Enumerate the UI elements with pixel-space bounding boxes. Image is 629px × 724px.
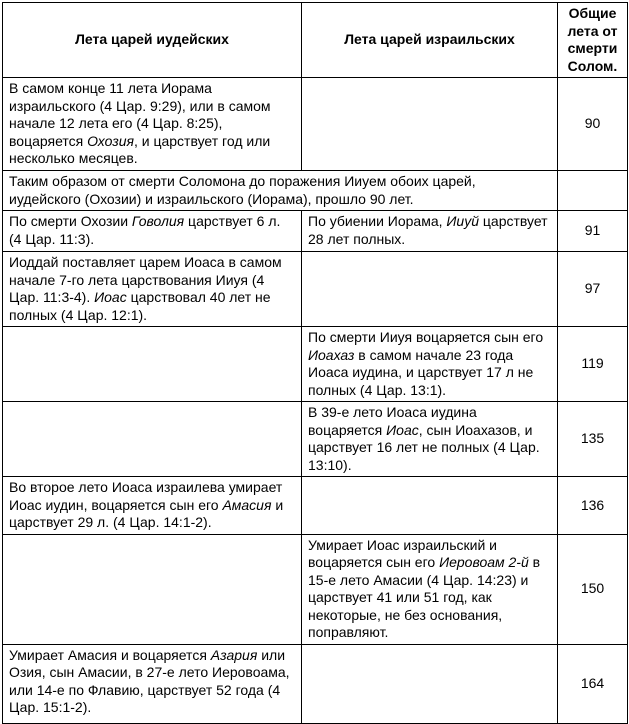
cell-total: 135 (558, 402, 628, 477)
cell-judean: Иоддай поставляет царем Иоаса в самом начале 7-го лета царствования Ииуя (4 Цар. 11:3-4). Иоас царствовал 40 лет не полных (4 Цар. 12:1). (3, 252, 302, 327)
cell-total: 150 (558, 534, 628, 644)
cell-judean: В самом конце 11 лета Иорама израильского (4 Цар. 9:29), или в самом начале 12 лета его (4 Цар. 8:25), воцаряется Охозия, и царствует год или несколько месяцев. (3, 78, 302, 171)
cell-israelite: По смерти Ииуя воцаряется сын его Иоахаз в самом начале 23 года Иоаса иудина, и царствует 17 л не полных (4 Цар. 13:1). (302, 327, 558, 402)
table-row (3, 327, 628, 402)
cell-total: 119 (558, 327, 628, 402)
cell-total: 90 (558, 78, 628, 171)
cell-israelite: В 39-е лето Иоаса иудина воцаряется Иоас, сын Иоахазов, и царствует 16 лет не полных (4 Цар. 13:10). (302, 402, 558, 477)
cell-israelite (302, 644, 558, 723)
table-row (3, 252, 628, 327)
cell-total: 97 (558, 252, 628, 327)
cell-judean: Умирает Амасия и воцаряется Азария или Озия, сын Амасии, в 27-е лето Иеровоама, или 14-е по Флавию, царствует 52 года (4 Цар. 15:1-2). (3, 644, 302, 723)
table-row (3, 402, 628, 477)
table-row (3, 78, 628, 171)
cell-total: 91 (558, 211, 628, 252)
cell-judean (3, 402, 302, 477)
cell-judean (3, 534, 302, 644)
cell-israelite: Умирает Иоас израильский и воцаряется сын его Иеровоам 2-й в 15-е лето Амасии (4 Цар. 14:23) и царствует 41 или 51 год, как некоторые, не без основания, поправляют. (302, 534, 558, 644)
header-total-years: Общие лета от смерти Солом. (558, 3, 628, 78)
cell-judean: Во второе лето Иоаса израилева умирает Иоас иудин, воцаряется сын его Амасия и царствует 29 л. (4 Цар. 14:1-2). (3, 477, 302, 535)
header-israelite-kings: Лета царей израильских (302, 3, 558, 78)
cell-summary: Таким образом от смерти Соломона до поражения Ииуем обоих царей, иудейского (Охозии) и израильского (Иорама), прошло 90 лет. (3, 171, 558, 211)
cell-judean (3, 327, 302, 402)
table-row (3, 534, 628, 644)
cell-israelite (302, 78, 558, 171)
cell-judean: По смерти Охозии Говолия царствует 6 л. (4 Цар. 11:3). (3, 211, 302, 252)
cell-total: 136 (558, 477, 628, 535)
table-row (3, 211, 628, 252)
table-row (3, 477, 628, 535)
cell-total: 164 (558, 644, 628, 723)
cell-israelite (302, 477, 558, 535)
cell-israelite: По убиении Иорама, Ииуй царствует 28 лет полных. (302, 211, 558, 252)
header-judean-kings: Лета царей иудейских (3, 3, 302, 78)
header-row (3, 3, 628, 78)
table-row-summary (3, 171, 628, 211)
cell-israelite (302, 252, 558, 327)
cell-total (558, 171, 628, 211)
kings-chronology-table (2, 2, 628, 724)
table-row (3, 644, 628, 723)
